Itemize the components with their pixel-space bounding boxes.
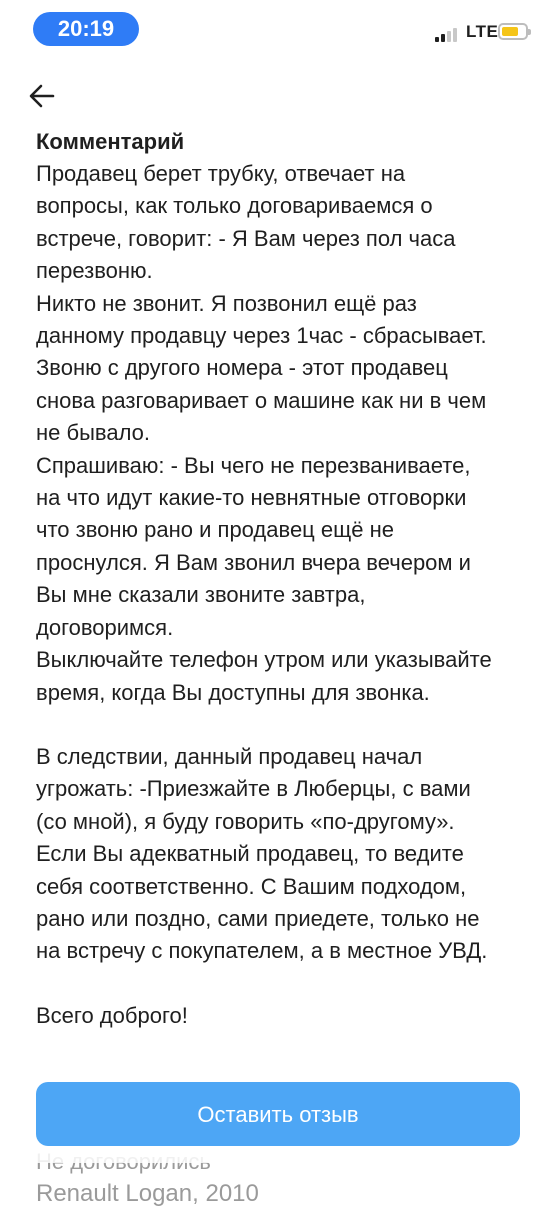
comment-title: Комментарий	[36, 129, 185, 154]
comment-section	[36, 126, 536, 1032]
status-bar	[0, 0, 555, 60]
back-button[interactable]	[26, 80, 58, 112]
comment-paragraph: Всего доброго!	[36, 1002, 188, 1028]
comment-paragraph: В следствии, данный продавец начал угрожать: -Приезжайте в Люберцы, с вами (со мной), я буду говорить «по-другому». Если Вы адекватный продавец, то ведите себя соответственно. С Вашим подходом, рано или поздно, сами приедете, только не на встречу с покупателем, а в местное УВД.	[36, 743, 488, 964]
car-title-text: Renault Logan, 2010	[36, 1180, 259, 1207]
arrow-left-icon	[26, 80, 58, 112]
status-time: 20:19	[33, 12, 139, 46]
cellular-signal-icon	[435, 26, 461, 42]
leave-review-button[interactable]: Оставить отзыв	[36, 1082, 520, 1146]
battery-icon	[498, 23, 528, 40]
comment-paragraph: Продавец берет трубку, отвечает на вопросы, как только договариваемся о встрече, говорит: - Я Вам через пол часа перезвоню. Никто не звонит. Я позвонил ещё раз данному продавцу через 1час - сбрасывает. Звоню с другого номера - этот продавец снова разговаривает о машине как ни в чем не бывало. Спрашиваю: - Вы чего не перезваниваете, на что идут какие-то невнятные отговорки что звоню рано и продавец ещё не проснулся. Я Вам звонил вчера вечером и Вы мне сказали звоните завтра, договоримся. Выключайте телефон утром или указывайте время, когда Вы доступны для звонка.	[36, 161, 492, 705]
network-type-label: LTE	[466, 22, 499, 41]
